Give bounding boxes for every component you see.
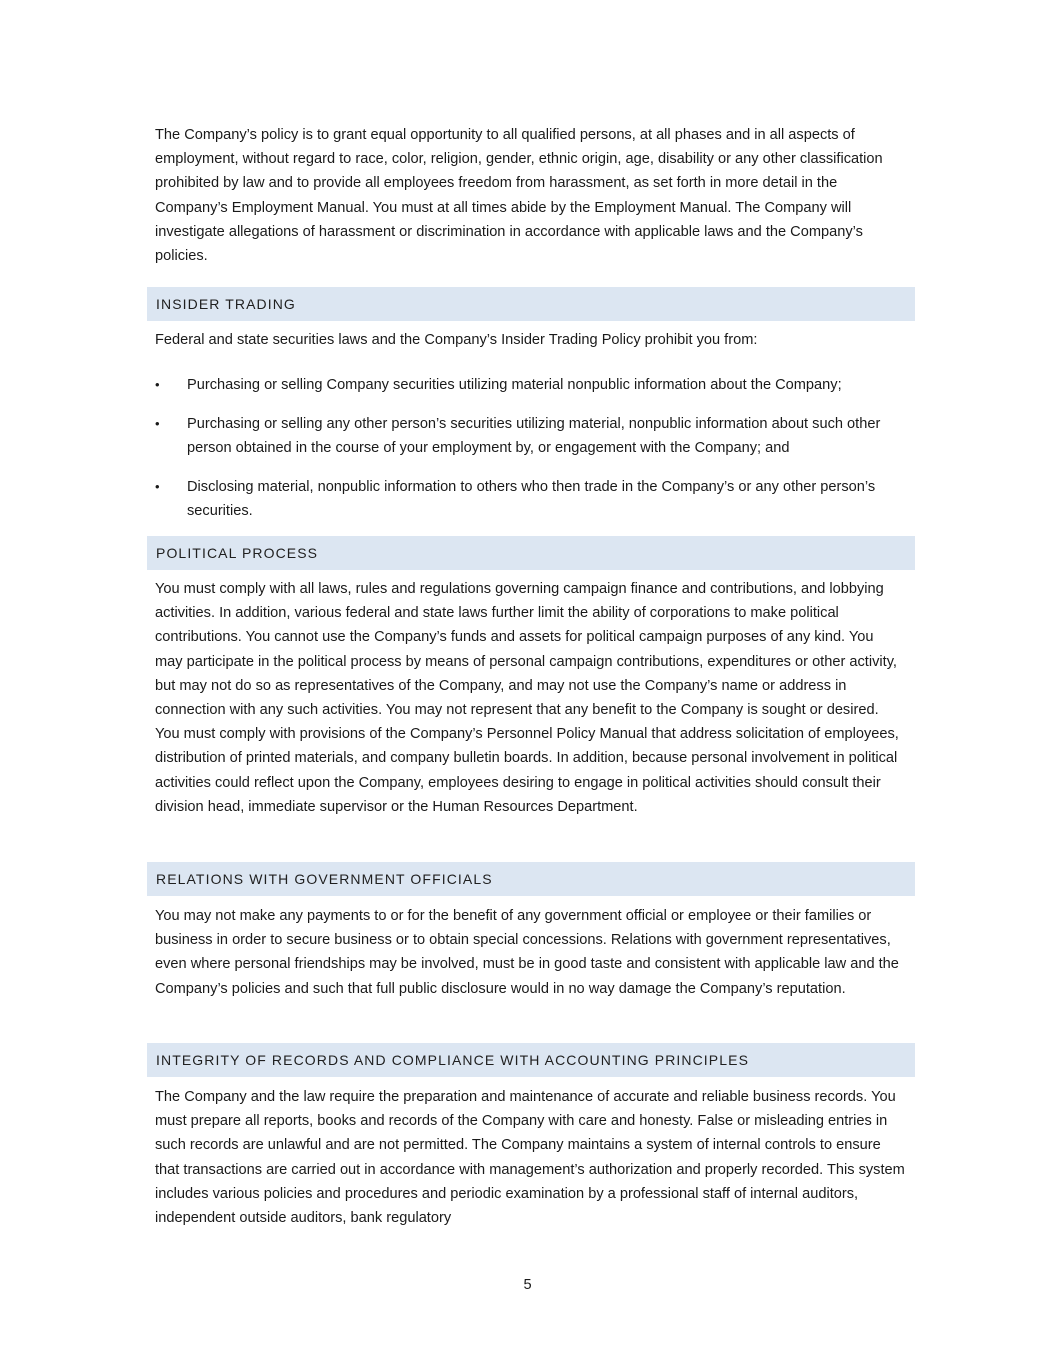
page-number: 5 — [523, 1277, 532, 1293]
insider-trading-intro: Federal and state securities laws and the Company’s Insider Trading Policy prohibit you from: — [155, 332, 758, 348]
intro-paragraph: The Company’s policy is to grant equal opportunity to all qualified persons, at all phases and in all aspects of employment, without regard to race, color, religion, gender, ethnic origin, age, disability or any other classification prohibited by law and to provide all employees freedom from harassment, as set forth in more detail in the Company’s Employment Manual. You must at all times abide by the Employment Manual. The Company will investigate allegations of harassment or discrimination in accordance with applicable laws and the Company’s policies. — [155, 127, 883, 265]
records-integrity-heading: INTEGRITY OF RECORDS AND COMPLIANCE WITH ACCOUNTING PRINCIPLES — [147, 1043, 915, 1077]
insider-trading-heading: INSIDER TRADING — [147, 287, 915, 321]
bullet-text: Purchasing or selling Company securities utilizing material nonpublic information about the Company; — [187, 377, 842, 393]
list-item — [155, 373, 910, 397]
bullet-icon: • — [155, 479, 160, 494]
political-process-paragraph: You must comply with all laws, rules and regulations governing campaign finance and contributions, and lobbying activities. In addition, various federal and state laws further limit the ability of corporations to make political contributions. You cannot use the Company’s funds and assets for political campaign purposes of any kind. You may participate in the political process by means of personal campaign contributions, expenditures or other activity, but may not do so as representatives of the Company, and may not use the Company’s name or address in connection with any such activities. You may not represent that any benefit to the Company is sought or desired. You must comply with provisions of the Company’s Personnel Policy Manual that address solicitation of employees, distribution of printed materials, and company bulletin boards. In addition, because personal involvement in political activities could reflect upon the Company, employees desiring to engage in political activities should consult their division head, immediate supervisor or the Human Resources Department. — [155, 581, 899, 815]
bullet-text: Disclosing material, nonpublic information to others who then trade in the Company’s or any other person’s securities. — [187, 479, 876, 520]
list-item — [155, 412, 910, 460]
records-integrity-paragraph: The Company and the law require the preparation and maintenance of accurate and reliable business records. You must prepare all reports, books and records of the Company with care and honesty. False or misleading entries in such records are unlawful and are not permitted. The Company maintains a system of internal controls to ensure that transactions are carried out in accordance with management’s authorization and properly recorded. This system includes various policies and procedures and periodic examination by a professional staff of internal auditors, independent outside auditors, bank regulatory — [155, 1089, 905, 1227]
government-relations-heading: RELATIONS WITH GOVERNMENT OFFICIALS — [147, 862, 915, 896]
bullet-icon: • — [155, 416, 160, 431]
political-process-heading: POLITICAL PROCESS — [147, 536, 915, 570]
bullet-icon: • — [155, 377, 160, 392]
government-relations-paragraph: You may not make any payments to or for the benefit of any government official or employee or their families or business in order to secure business or to obtain special concessions. Relations with government representatives, even where personal friendships may be involved, must be in good taste and consistent with applicable law and the Company’s policies and such that full public disclosure would in no way damage the Company’s reputation. — [155, 908, 899, 997]
list-item — [155, 475, 910, 523]
bullet-text: Purchasing or selling any other person’s securities utilizing material, nonpublic information about such other person obtained in the course of your employment by, or engagement with the Company; and — [187, 416, 881, 457]
